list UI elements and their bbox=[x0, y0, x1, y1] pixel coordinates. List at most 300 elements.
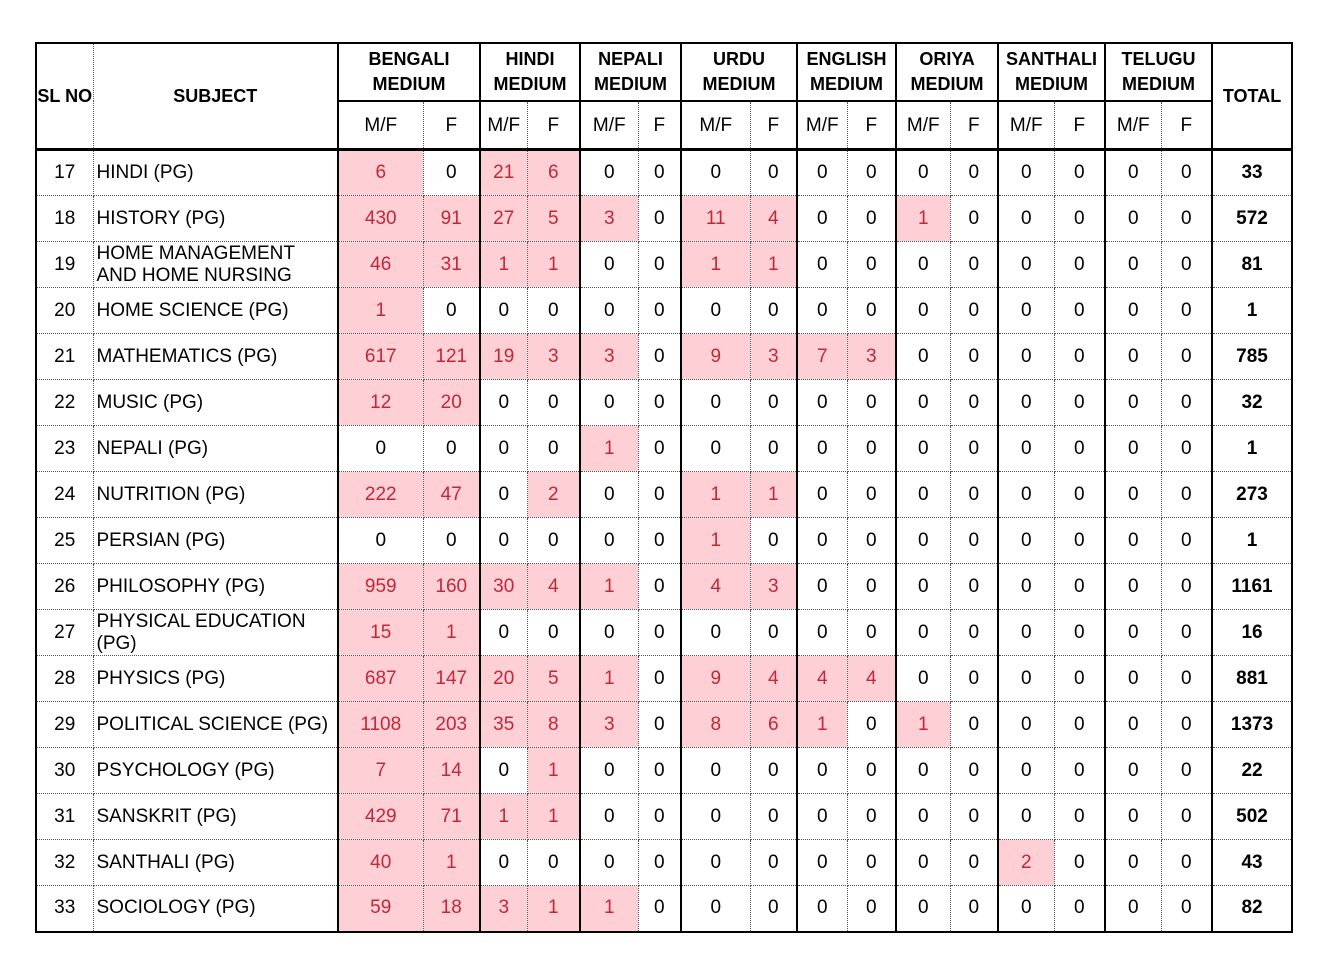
mf-count-cell: 1 bbox=[480, 794, 527, 840]
f-count-cell: 0 bbox=[638, 242, 681, 288]
total-cell: 1161 bbox=[1212, 564, 1292, 610]
f-count-cell: 0 bbox=[527, 426, 580, 472]
mf-count-cell: 7 bbox=[338, 748, 423, 794]
mf-count-cell: 0 bbox=[998, 472, 1054, 518]
mf-count-cell: 0 bbox=[1105, 242, 1161, 288]
subject-cell: PSYCHOLOGY (PG) bbox=[93, 748, 338, 794]
f-count-cell: 0 bbox=[638, 334, 681, 380]
mf-count-cell: 19 bbox=[480, 334, 527, 380]
f-count-cell: 0 bbox=[847, 564, 896, 610]
mf-count-cell: 617 bbox=[338, 334, 423, 380]
table-row bbox=[36, 150, 1292, 196]
mf-count-cell: 0 bbox=[998, 656, 1054, 702]
mf-subheader: M/F bbox=[998, 101, 1054, 150]
subject-cell: MATHEMATICS (PG) bbox=[93, 334, 338, 380]
mf-count-cell: 0 bbox=[998, 564, 1054, 610]
mf-count-cell: 0 bbox=[896, 748, 950, 794]
mf-count-cell: 0 bbox=[1105, 656, 1161, 702]
f-count-cell: 0 bbox=[950, 518, 998, 564]
mf-count-cell: 27 bbox=[480, 196, 527, 242]
f-count-cell: 203 bbox=[423, 702, 480, 748]
total-cell: 572 bbox=[1212, 196, 1292, 242]
enrolment-table-wrapper bbox=[35, 42, 1293, 933]
f-count-cell: 0 bbox=[638, 426, 681, 472]
mf-count-cell: 0 bbox=[480, 840, 527, 886]
sl-no-header: SL NO bbox=[36, 43, 93, 150]
total-cell: 1 bbox=[1212, 426, 1292, 472]
f-count-cell: 0 bbox=[1161, 150, 1212, 196]
f-count-cell: 0 bbox=[1161, 380, 1212, 426]
table-row bbox=[36, 748, 1292, 794]
f-count-cell: 0 bbox=[423, 518, 480, 564]
mf-count-cell: 12 bbox=[338, 380, 423, 426]
mf-count-cell: 0 bbox=[797, 288, 847, 334]
mf-count-cell: 1 bbox=[580, 656, 638, 702]
mf-count-cell: 0 bbox=[1105, 472, 1161, 518]
mf-count-cell: 3 bbox=[580, 702, 638, 748]
mf-count-cell: 0 bbox=[480, 518, 527, 564]
mf-count-cell: 0 bbox=[896, 610, 950, 656]
sl-no-cell: 29 bbox=[36, 702, 93, 748]
table-row bbox=[36, 196, 1292, 242]
f-count-cell: 31 bbox=[423, 242, 480, 288]
f-count-cell: 47 bbox=[423, 472, 480, 518]
f-count-cell: 0 bbox=[750, 610, 797, 656]
f-count-cell: 0 bbox=[950, 840, 998, 886]
f-count-cell: 0 bbox=[1054, 472, 1105, 518]
mf-count-cell: 0 bbox=[896, 518, 950, 564]
f-count-cell: 0 bbox=[950, 748, 998, 794]
f-count-cell: 0 bbox=[423, 426, 480, 472]
f-count-cell: 6 bbox=[750, 702, 797, 748]
table-body bbox=[36, 150, 1292, 932]
f-count-cell: 0 bbox=[423, 150, 480, 196]
f-subheader: F bbox=[847, 101, 896, 150]
mf-count-cell: 0 bbox=[896, 886, 950, 932]
mf-count-cell: 0 bbox=[998, 242, 1054, 288]
f-count-cell: 0 bbox=[527, 610, 580, 656]
mf-count-cell: 1 bbox=[896, 702, 950, 748]
mf-count-cell: 0 bbox=[1105, 794, 1161, 840]
subject-cell: NUTRITION (PG) bbox=[93, 472, 338, 518]
mf-count-cell: 0 bbox=[797, 840, 847, 886]
mf-count-cell: 0 bbox=[896, 380, 950, 426]
f-count-cell: 0 bbox=[638, 748, 681, 794]
sl-no-cell: 24 bbox=[36, 472, 93, 518]
f-count-cell: 0 bbox=[950, 242, 998, 288]
total-cell: 16 bbox=[1212, 610, 1292, 656]
f-count-cell: 0 bbox=[423, 288, 480, 334]
f-subheader: F bbox=[1161, 101, 1212, 150]
mf-count-cell: 0 bbox=[1105, 196, 1161, 242]
mf-count-cell: 0 bbox=[896, 288, 950, 334]
mf-count-cell: 1 bbox=[681, 472, 750, 518]
mf-subheader: M/F bbox=[1105, 101, 1161, 150]
mf-count-cell: 222 bbox=[338, 472, 423, 518]
table-row bbox=[36, 288, 1292, 334]
mf-count-cell: 0 bbox=[896, 794, 950, 840]
mf-count-cell: 0 bbox=[1105, 334, 1161, 380]
f-count-cell: 0 bbox=[950, 150, 998, 196]
sl-no-cell: 21 bbox=[36, 334, 93, 380]
subject-cell: PHILOSOPHY (PG) bbox=[93, 564, 338, 610]
subject-cell: SOCIOLOGY (PG) bbox=[93, 886, 338, 932]
f-count-cell: 0 bbox=[750, 840, 797, 886]
f-count-cell: 18 bbox=[423, 886, 480, 932]
f-count-cell: 0 bbox=[950, 656, 998, 702]
f-count-cell: 0 bbox=[847, 748, 896, 794]
mf-count-cell: 11 bbox=[681, 196, 750, 242]
f-count-cell: 0 bbox=[950, 334, 998, 380]
mf-count-cell: 0 bbox=[797, 380, 847, 426]
mf-count-cell: 0 bbox=[797, 794, 847, 840]
mf-count-cell: 0 bbox=[1105, 288, 1161, 334]
mf-count-cell: 0 bbox=[797, 518, 847, 564]
f-count-cell: 0 bbox=[1054, 334, 1105, 380]
f-count-cell: 0 bbox=[638, 702, 681, 748]
f-count-cell: 0 bbox=[750, 748, 797, 794]
mf-count-cell: 3 bbox=[580, 334, 638, 380]
f-count-cell: 1 bbox=[527, 242, 580, 288]
mf-count-cell: 0 bbox=[1105, 702, 1161, 748]
f-count-cell: 0 bbox=[847, 288, 896, 334]
total-cell: 1373 bbox=[1212, 702, 1292, 748]
mf-count-cell: 0 bbox=[797, 748, 847, 794]
mf-count-cell: 0 bbox=[797, 426, 847, 472]
f-count-cell: 0 bbox=[638, 518, 681, 564]
mf-count-cell: 0 bbox=[681, 794, 750, 840]
total-header: TOTAL bbox=[1212, 43, 1292, 150]
sl-no-cell: 19 bbox=[36, 242, 93, 288]
f-count-cell: 0 bbox=[750, 794, 797, 840]
f-subheader: F bbox=[527, 101, 580, 150]
mf-count-cell: 4 bbox=[681, 564, 750, 610]
f-count-cell: 0 bbox=[1054, 840, 1105, 886]
enrolment-table bbox=[35, 42, 1293, 933]
mf-count-cell: 0 bbox=[580, 840, 638, 886]
f-count-cell: 0 bbox=[638, 472, 681, 518]
sl-no-cell: 25 bbox=[36, 518, 93, 564]
mf-count-cell: 1108 bbox=[338, 702, 423, 748]
table-row bbox=[36, 564, 1292, 610]
header-row-media bbox=[36, 43, 1292, 101]
medium-header: SANTHALI MEDIUM bbox=[998, 43, 1105, 101]
mf-count-cell: 0 bbox=[896, 472, 950, 518]
sl-no-cell: 33 bbox=[36, 886, 93, 932]
f-count-cell: 0 bbox=[1054, 794, 1105, 840]
f-count-cell: 0 bbox=[950, 426, 998, 472]
mf-count-cell: 0 bbox=[580, 288, 638, 334]
mf-count-cell: 21 bbox=[480, 150, 527, 196]
sl-no-cell: 20 bbox=[36, 288, 93, 334]
f-count-cell: 0 bbox=[750, 886, 797, 932]
f-count-cell: 0 bbox=[1054, 150, 1105, 196]
mf-count-cell: 0 bbox=[998, 196, 1054, 242]
f-count-cell: 0 bbox=[847, 610, 896, 656]
mf-count-cell: 0 bbox=[1105, 426, 1161, 472]
mf-count-cell: 0 bbox=[1105, 150, 1161, 196]
mf-count-cell: 0 bbox=[998, 426, 1054, 472]
f-count-cell: 0 bbox=[1161, 288, 1212, 334]
mf-count-cell: 8 bbox=[681, 702, 750, 748]
subject-cell: MUSIC (PG) bbox=[93, 380, 338, 426]
mf-count-cell: 1 bbox=[580, 564, 638, 610]
mf-count-cell: 0 bbox=[896, 564, 950, 610]
table-row bbox=[36, 518, 1292, 564]
total-cell: 881 bbox=[1212, 656, 1292, 702]
sl-no-cell: 31 bbox=[36, 794, 93, 840]
mf-count-cell: 3 bbox=[480, 886, 527, 932]
f-count-cell: 0 bbox=[750, 518, 797, 564]
f-count-cell: 0 bbox=[638, 794, 681, 840]
f-count-cell: 1 bbox=[527, 748, 580, 794]
mf-count-cell: 0 bbox=[797, 886, 847, 932]
subject-cell: SANTHALI (PG) bbox=[93, 840, 338, 886]
f-count-cell: 0 bbox=[638, 886, 681, 932]
f-count-cell: 0 bbox=[847, 840, 896, 886]
f-count-cell: 0 bbox=[1161, 610, 1212, 656]
f-count-cell: 0 bbox=[527, 288, 580, 334]
f-count-cell: 0 bbox=[847, 196, 896, 242]
table-row bbox=[36, 794, 1292, 840]
mf-count-cell: 0 bbox=[681, 840, 750, 886]
f-count-cell: 0 bbox=[750, 288, 797, 334]
f-count-cell: 0 bbox=[1054, 564, 1105, 610]
mf-count-cell: 0 bbox=[998, 288, 1054, 334]
medium-header: NEPALI MEDIUM bbox=[580, 43, 681, 101]
f-count-cell: 0 bbox=[847, 242, 896, 288]
mf-count-cell: 0 bbox=[998, 334, 1054, 380]
mf-count-cell: 0 bbox=[797, 242, 847, 288]
mf-count-cell: 0 bbox=[998, 380, 1054, 426]
total-cell: 32 bbox=[1212, 380, 1292, 426]
f-count-cell: 0 bbox=[1054, 196, 1105, 242]
mf-count-cell: 0 bbox=[681, 288, 750, 334]
mf-count-cell: 0 bbox=[580, 242, 638, 288]
mf-count-cell: 0 bbox=[681, 380, 750, 426]
sl-no-cell: 17 bbox=[36, 150, 93, 196]
mf-count-cell: 9 bbox=[681, 334, 750, 380]
mf-count-cell: 0 bbox=[480, 426, 527, 472]
mf-count-cell: 1 bbox=[480, 242, 527, 288]
medium-header: ORIYA MEDIUM bbox=[896, 43, 998, 101]
mf-count-cell: 0 bbox=[998, 886, 1054, 932]
mf-count-cell: 35 bbox=[480, 702, 527, 748]
f-count-cell: 0 bbox=[1054, 242, 1105, 288]
total-cell: 785 bbox=[1212, 334, 1292, 380]
mf-count-cell: 0 bbox=[681, 748, 750, 794]
subject-cell: HOME MANAGEMENT AND HOME NURSING bbox=[93, 242, 338, 288]
f-count-cell: 3 bbox=[847, 334, 896, 380]
subject-cell: PERSIAN (PG) bbox=[93, 518, 338, 564]
f-count-cell: 0 bbox=[1054, 288, 1105, 334]
f-count-cell: 0 bbox=[638, 288, 681, 334]
f-count-cell: 0 bbox=[847, 886, 896, 932]
f-count-cell: 0 bbox=[1054, 656, 1105, 702]
f-count-cell: 0 bbox=[527, 840, 580, 886]
mf-count-cell: 0 bbox=[681, 610, 750, 656]
mf-count-cell: 0 bbox=[480, 610, 527, 656]
f-count-cell: 0 bbox=[1054, 380, 1105, 426]
mf-count-cell: 0 bbox=[580, 794, 638, 840]
f-subheader: F bbox=[1054, 101, 1105, 150]
f-count-cell: 0 bbox=[950, 702, 998, 748]
table-header bbox=[36, 43, 1292, 150]
f-count-cell: 0 bbox=[950, 196, 998, 242]
mf-count-cell: 7 bbox=[797, 334, 847, 380]
f-count-cell: 1 bbox=[527, 886, 580, 932]
mf-count-cell: 0 bbox=[580, 150, 638, 196]
mf-count-cell: 0 bbox=[896, 840, 950, 886]
f-count-cell: 0 bbox=[1054, 748, 1105, 794]
mf-count-cell: 15 bbox=[338, 610, 423, 656]
mf-count-cell: 6 bbox=[338, 150, 423, 196]
f-count-cell: 0 bbox=[527, 518, 580, 564]
mf-count-cell: 1 bbox=[896, 196, 950, 242]
f-count-cell: 0 bbox=[638, 840, 681, 886]
total-cell: 33 bbox=[1212, 150, 1292, 196]
mf-count-cell: 4 bbox=[797, 656, 847, 702]
f-count-cell: 1 bbox=[750, 242, 797, 288]
subject-cell: HINDI (PG) bbox=[93, 150, 338, 196]
sl-no-cell: 23 bbox=[36, 426, 93, 472]
mf-count-cell: 0 bbox=[681, 150, 750, 196]
mf-count-cell: 0 bbox=[338, 426, 423, 472]
mf-count-cell: 1 bbox=[681, 518, 750, 564]
f-count-cell: 5 bbox=[527, 196, 580, 242]
f-count-cell: 0 bbox=[1161, 702, 1212, 748]
mf-subheader: M/F bbox=[580, 101, 638, 150]
f-count-cell: 0 bbox=[847, 702, 896, 748]
f-count-cell: 0 bbox=[1054, 702, 1105, 748]
table-row bbox=[36, 380, 1292, 426]
f-count-cell: 0 bbox=[847, 472, 896, 518]
mf-count-cell: 0 bbox=[1105, 518, 1161, 564]
f-count-cell: 0 bbox=[1054, 610, 1105, 656]
medium-header: ENGLISH MEDIUM bbox=[797, 43, 896, 101]
total-cell: 22 bbox=[1212, 748, 1292, 794]
f-subheader: F bbox=[750, 101, 797, 150]
total-cell: 502 bbox=[1212, 794, 1292, 840]
mf-count-cell: 0 bbox=[998, 702, 1054, 748]
medium-header: HINDI MEDIUM bbox=[480, 43, 580, 101]
mf-count-cell: 1 bbox=[797, 702, 847, 748]
f-count-cell: 121 bbox=[423, 334, 480, 380]
mf-count-cell: 2 bbox=[998, 840, 1054, 886]
f-count-cell: 0 bbox=[1054, 886, 1105, 932]
mf-count-cell: 0 bbox=[797, 150, 847, 196]
mf-count-cell: 9 bbox=[681, 656, 750, 702]
mf-count-cell: 0 bbox=[998, 610, 1054, 656]
mf-count-cell: 1 bbox=[580, 886, 638, 932]
medium-header: TELUGU MEDIUM bbox=[1105, 43, 1212, 101]
f-count-cell: 0 bbox=[950, 288, 998, 334]
subject-cell: HISTORY (PG) bbox=[93, 196, 338, 242]
f-count-cell: 0 bbox=[1161, 196, 1212, 242]
f-count-cell: 5 bbox=[527, 656, 580, 702]
f-count-cell: 3 bbox=[750, 334, 797, 380]
mf-count-cell: 0 bbox=[797, 564, 847, 610]
total-cell: 1 bbox=[1212, 288, 1292, 334]
mf-count-cell: 1 bbox=[338, 288, 423, 334]
sl-no-cell: 28 bbox=[36, 656, 93, 702]
mf-count-cell: 0 bbox=[797, 196, 847, 242]
f-count-cell: 0 bbox=[847, 150, 896, 196]
f-count-cell: 0 bbox=[950, 886, 998, 932]
sl-no-cell: 18 bbox=[36, 196, 93, 242]
mf-subheader: M/F bbox=[896, 101, 950, 150]
mf-count-cell: 0 bbox=[681, 886, 750, 932]
mf-subheader: M/F bbox=[480, 101, 527, 150]
f-count-cell: 0 bbox=[638, 196, 681, 242]
mf-count-cell: 0 bbox=[896, 656, 950, 702]
f-count-cell: 0 bbox=[1161, 564, 1212, 610]
f-count-cell: 0 bbox=[847, 380, 896, 426]
mf-count-cell: 0 bbox=[998, 150, 1054, 196]
medium-header: URDU MEDIUM bbox=[681, 43, 797, 101]
f-count-cell: 147 bbox=[423, 656, 480, 702]
f-count-cell: 0 bbox=[1054, 518, 1105, 564]
f-count-cell: 0 bbox=[1161, 518, 1212, 564]
f-count-cell: 0 bbox=[638, 610, 681, 656]
mf-count-cell: 0 bbox=[480, 288, 527, 334]
f-count-cell: 0 bbox=[527, 380, 580, 426]
subject-cell: HOME SCIENCE (PG) bbox=[93, 288, 338, 334]
mf-count-cell: 0 bbox=[1105, 610, 1161, 656]
table-row bbox=[36, 472, 1292, 518]
mf-count-cell: 0 bbox=[797, 610, 847, 656]
total-cell: 1 bbox=[1212, 518, 1292, 564]
mf-count-cell: 0 bbox=[580, 748, 638, 794]
subject-cell: PHYSICS (PG) bbox=[93, 656, 338, 702]
table-row bbox=[36, 656, 1292, 702]
f-count-cell: 0 bbox=[1161, 886, 1212, 932]
mf-subheader: M/F bbox=[681, 101, 750, 150]
sl-no-cell: 26 bbox=[36, 564, 93, 610]
subject-cell: SANSKRIT (PG) bbox=[93, 794, 338, 840]
mf-count-cell: 0 bbox=[580, 472, 638, 518]
mf-count-cell: 0 bbox=[896, 150, 950, 196]
f-count-cell: 71 bbox=[423, 794, 480, 840]
subject-header: SUBJECT bbox=[93, 43, 338, 150]
f-count-cell: 0 bbox=[950, 564, 998, 610]
mf-count-cell: 430 bbox=[338, 196, 423, 242]
f-count-cell: 0 bbox=[950, 472, 998, 518]
mf-count-cell: 0 bbox=[1105, 886, 1161, 932]
f-count-cell: 0 bbox=[1161, 656, 1212, 702]
f-count-cell: 160 bbox=[423, 564, 480, 610]
f-subheader: F bbox=[950, 101, 998, 150]
table-row bbox=[36, 702, 1292, 748]
f-count-cell: 0 bbox=[638, 380, 681, 426]
mf-subheader: M/F bbox=[797, 101, 847, 150]
mf-count-cell: 46 bbox=[338, 242, 423, 288]
subject-cell: POLITICAL SCIENCE (PG) bbox=[93, 702, 338, 748]
mf-count-cell: 0 bbox=[1105, 564, 1161, 610]
f-count-cell: 91 bbox=[423, 196, 480, 242]
subject-cell: NEPALI (PG) bbox=[93, 426, 338, 472]
f-count-cell: 0 bbox=[950, 794, 998, 840]
mf-count-cell: 0 bbox=[681, 426, 750, 472]
f-count-cell: 1 bbox=[527, 794, 580, 840]
mf-count-cell: 0 bbox=[896, 242, 950, 288]
f-count-cell: 0 bbox=[750, 426, 797, 472]
mf-count-cell: 0 bbox=[1105, 840, 1161, 886]
f-count-cell: 4 bbox=[750, 656, 797, 702]
f-subheader: F bbox=[423, 101, 480, 150]
sl-no-cell: 22 bbox=[36, 380, 93, 426]
f-count-cell: 0 bbox=[1161, 840, 1212, 886]
